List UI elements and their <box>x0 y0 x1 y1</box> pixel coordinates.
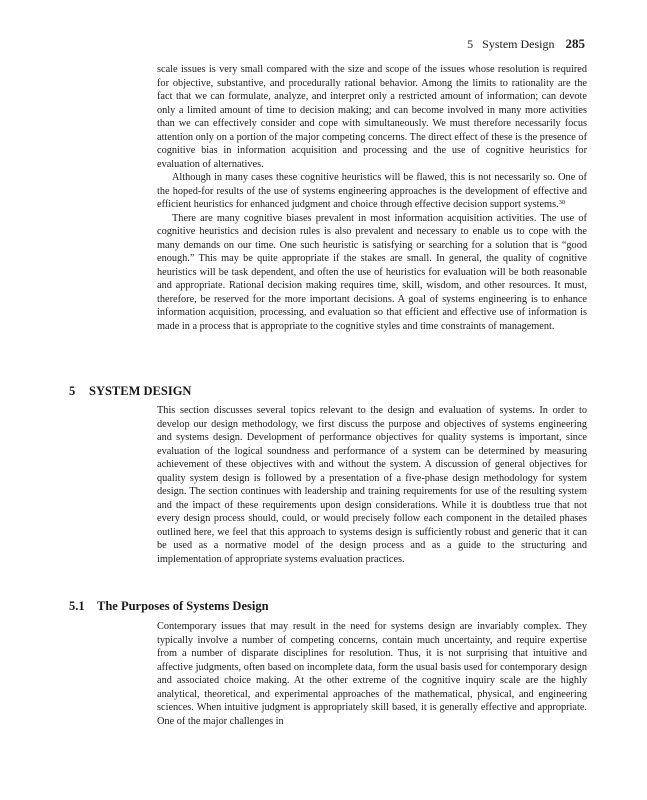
running-head-section-number: 5 <box>467 37 474 51</box>
page-number: 285 <box>565 36 585 51</box>
body-text-purposes <box>157 620 587 728</box>
section-title: SYSTEM DESIGN <box>89 384 192 398</box>
paragraph-cognitive-biases: There are many cognitive biases prevalent in most information acquisition activities. The use of cognitive heuristics and decision rules is also prevalent and necessary to enable us to cope with the many demands on our time. One such heuristic is satisfying or searching for a solution that is “good enough.” This may be quite appropriate if the stakes are small. In general, the quality of cognitive heuristics will be task dependent, and often the use of heuristics for evaluation will be both reasonable and appropriate. Rational decision making requires time, skill, wisdom, and other resources. It must, therefore, be reserved for the more important decisions. A goal of systems engineering is to enhance information acquisition, processing, and evaluation so that efficient and effective use of information is made in a process that is appropriate to the cognitive styles and time constraints of management. <box>157 212 587 332</box>
paragraph-text: Although in many cases these cognitive heuristics will be flawed, this is not necessarily so. One of the hoped-for results of the use of systems engineering approaches is the development of effective and efficient heuristics for enhanced judgment and choice through effective decision support systems. <box>157 172 587 210</box>
footnote-reference: 30 <box>558 199 566 206</box>
paragraph-cognitive-heuristics <box>157 171 587 212</box>
subsection-title: The Purposes of Systems Design <box>97 599 269 613</box>
subsection-number: 5.1 <box>69 599 85 613</box>
subsection-heading-purposes <box>69 599 269 614</box>
paragraph-purposes: Contemporary issues that may result in the need for systems design are invariably complex. They typically involve a number of competing concerns, contain much uncertainty, and require expertise from a number of disparate disciplines for resolution. Thus, it is not surprising that intuitive and affective judgments, often based on incomplete data, form the usual basis used for contemporary design and associated choice making. At the other extreme of the cognitive inquiry scale are the highly analytical, theoretical, and experimental approaches of the mathematical, physical, and engineering sciences. When intuitive judgment is appropriately skill based, it is generally effective and appropriate. One of the major challenges in <box>157 621 587 727</box>
body-text-system-design <box>157 404 587 566</box>
section-number: 5 <box>69 384 76 398</box>
running-head-section-title: System Design <box>482 37 555 51</box>
section-heading-system-design <box>69 384 191 399</box>
paragraph-system-design-intro: This section discusses several topics relevant to the design and evaluation of systems. In order to develop our design methodology, we first discuss the purpose and objectives of systems engineering and systems design. Development of performance objectives for quality systems is important, since evaluation of the logical soundness and performance of a system can be determined by measuring achievement of these objectives with and without the system. A discussion of general objectives for quality system design is followed by a presentation of a five-phase design methodology for system design. The section continues with leadership and training requirements for use of the resulting system and the impact of these requirements upon design considerations. While it is doubtless true that not every design process should, could, or would precisely follow each component in the detailed phases outlined here, we feel that this approach to systems design is sufficiently robust and generic that it can be used as a normative model of the design process and as a guide to the structuring and implementation of appropriate systems evaluation practices. <box>157 405 587 565</box>
body-text-top <box>157 63 587 333</box>
paragraph-bounded-rationality: scale issues is very small compared with the size and scope of the issues whose resolution is required for objective, substantive, and procedurally rational behavior. Among the limits to rationality are the fact that we can formulate, analyze, and interpret only a restricted amount of information; can devote only a limited amount of time to decision making; and can become involved in many more activities than we can effectively consider and cope with simultaneously. We must therefore necessarily focus attention only on a portion of the major competing concerns. The direct effect of these is the presence of cognitive bias in information acquisition and processing and the use of cognitive heuristics for evaluation of alternatives. <box>157 64 587 170</box>
running-head <box>467 36 585 52</box>
